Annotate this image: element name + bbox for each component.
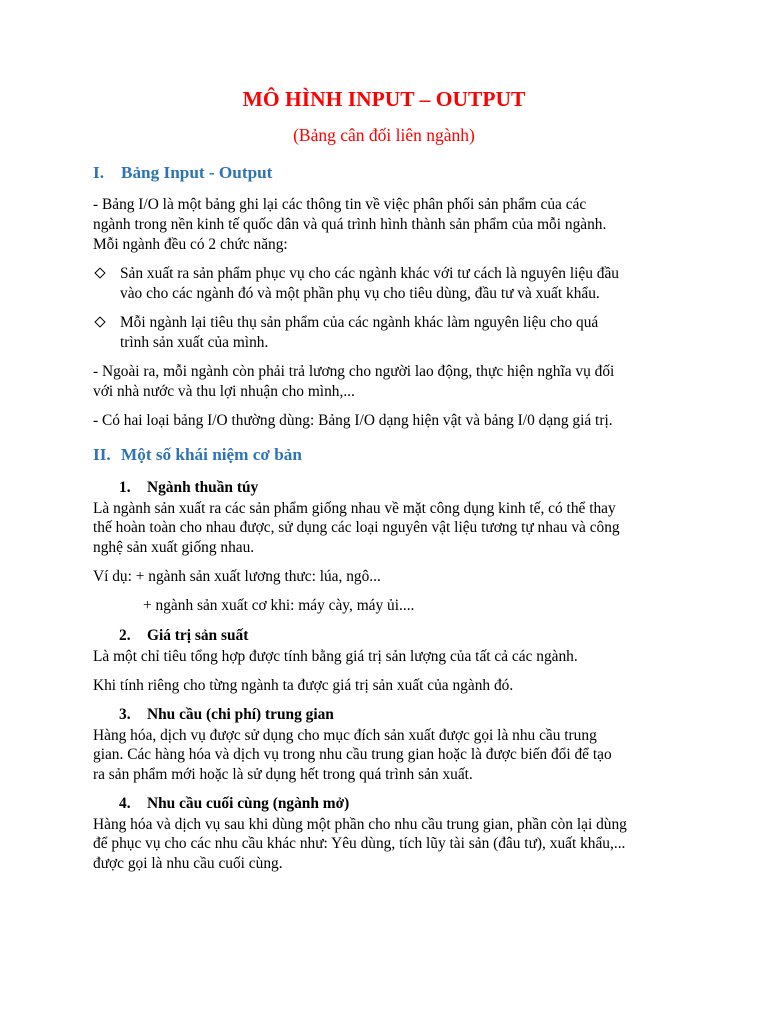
- paragraph-line: Hàng hóa và dịch vụ sau khi dùng một phần cho nhu cầu trung gian, phần còn lại dùng: [93, 816, 627, 833]
- paragraph-line: Khi tính riêng cho từng ngành ta được giá trị sản xuất của ngành đó.: [93, 677, 514, 694]
- diamond-bullet-icon: [94, 316, 105, 327]
- subsection-number: 4.: [119, 795, 131, 812]
- example-line: + ngành sản xuất cơ khi: máy cày, máy ủi....: [143, 597, 415, 614]
- bullet-line: vào cho các ngành đó và một phần phụ vụ cho tiêu dùng, đầu tư và xuất khẩu.: [120, 285, 600, 302]
- bullet-line: trình sản xuất của mình.: [120, 334, 269, 351]
- paragraph-line: gian. Các hàng hóa và dịch vụ trong nhu cầu trung gian hoặc là được biến đổi để tạo: [93, 746, 612, 763]
- paragraph-line: được gọi là nhu cầu cuối cùng.: [93, 855, 283, 872]
- subsection-title: Nhu cầu cuối cùng (ngành mở): [147, 795, 350, 812]
- bullet-line: Sản xuất ra sản phẩm phục vụ cho các ngành khác với tư cách là nguyên liệu đầu: [120, 265, 619, 282]
- paragraph-line: - Ngoài ra, mỗi ngành còn phải trả lương cho người lao động, thực hiện nghĩa vụ đối: [93, 363, 615, 380]
- subsection-title: Giá trị sản suất: [147, 627, 249, 644]
- paragraph-line: Mỗi ngành đều có 2 chức năng:: [93, 236, 288, 253]
- section-number: II.: [93, 445, 111, 464]
- subsection-title: Ngành thuần túy: [147, 479, 259, 496]
- bullet-line: Mỗi ngành lại tiêu thụ sản phẩm của các ngành khác làm nguyên liệu cho quá: [120, 314, 599, 331]
- subsection-title: Nhu cầu (chi phí) trung gian: [147, 706, 334, 723]
- document-subtitle: (Bảng cân đối liên ngành): [293, 125, 475, 145]
- paragraph-line: Là một chỉ tiêu tổng hợp được tính bằng giá trị sản lượng của tất cả các ngành.: [93, 648, 578, 665]
- paragraph-line: nghệ sản xuất giống nhau.: [93, 539, 255, 556]
- paragraph-line: thế hoàn toàn cho nhau được, sử dụng các loại nguyên vật liệu tương tự nhau và công: [93, 519, 620, 536]
- paragraph-line: - Có hai loại bảng I/O thường dùng: Bảng I/O dạng hiện vật và bảng I/0 dạng giá trị.: [93, 412, 613, 429]
- paragraph-line: Là ngành sản xuất ra các sản phẩm giống nhau về mặt công dụng kinh tế, có thể thay: [93, 500, 616, 517]
- paragraph-line: - Bảng I/O là một bảng ghi lại các thông tin về việc phân phối sản phẩm của các: [93, 196, 587, 213]
- paragraph-line: ngành trong nền kinh tế quốc dân và quá trình hình thành sản phẩm của mỗi ngành.: [93, 216, 607, 233]
- subsection-number: 2.: [119, 627, 131, 644]
- paragraph-line: Hàng hóa, dịch vụ được sử dụng cho mục đích sản xuất được gọi là nhu cầu trung: [93, 727, 597, 744]
- paragraph-line: ra sản phẩm mới hoặc là sử dụng hết trong quá trình sản xuất.: [93, 766, 473, 783]
- document-title: MÔ HÌNH INPUT – OUTPUT: [242, 87, 526, 111]
- section-title: Bảng Input - Output: [121, 163, 273, 182]
- example-line: Ví dụ: + ngành sản xuất lương thưc: lúa, ngô...: [93, 568, 381, 585]
- diamond-bullet-icon: [94, 267, 105, 278]
- paragraph-line: để phục vụ cho các nhu cầu khác như: Yêu dùng, tích lũy tài sản (đâu tư), xuất khẩu,...: [93, 835, 626, 852]
- subsection-number: 3.: [119, 706, 131, 723]
- paragraph-line: với nhà nước và thu lợi nhuận cho mình,...: [93, 383, 355, 400]
- section-title: Một số khái niệm cơ bản: [121, 445, 302, 464]
- subsection-number: 1.: [119, 479, 131, 496]
- section-number: I.: [93, 163, 104, 182]
